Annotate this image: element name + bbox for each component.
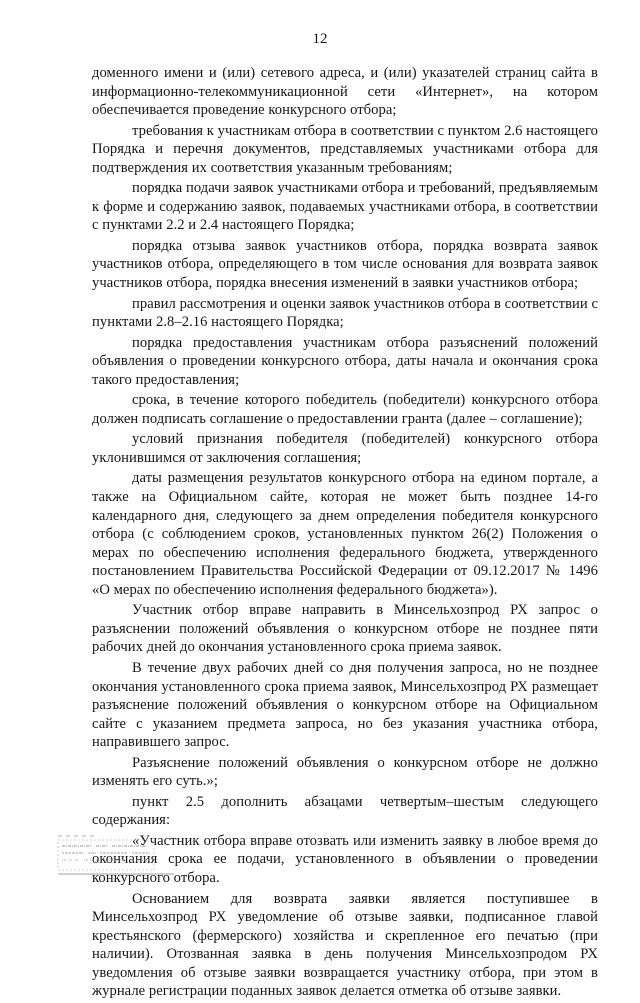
paragraph: правил рассмотрения и оценки заявок участников отбора в соответствии с пунктами 2.8–2.16 настоящего Порядка;: [92, 295, 598, 331]
paragraph: В течение двух рабочих дней со дня получения запроса, но не позднее окончания установленного срока приема заявок, Минсельхозпрод РХ размещает разъяснение положений объявления о конкурсном отборе на Официальном сайте с указанием предмета запроса, но без указания участника отбора, направившего запрос.: [92, 659, 598, 751]
paragraph: Участник отбор вправе направить в Минсельхозпрод РХ запрос о разъяснении положений объявления о конкурсном отборе не позднее пяти рабочих дней до окончания установленного срока приема заявок.: [92, 602, 598, 656]
paragraph: Разъяснение положений объявления о конкурсном отборе не должно изменять его суть.»;: [92, 754, 598, 790]
stamp-frame: [58, 840, 154, 870]
paragraph: требования к участникам отбора в соответствии с пунктом 2.6 настоящего Порядка и перечня документов, представляемых участниками отбора для подтверждения их соответствия указанным требованиям;: [92, 122, 598, 176]
paragraph: пункт 2.5 дополнить абзацами четвертым–шестым следующего содержания:: [92, 793, 598, 829]
paragraph: даты размещения результатов конкурсного отбора на едином портале, а также на Официальном сайте, которая не может быть позднее 14-го календарного дня, следующего за днем определения победителя конкурсного отбора (с соблюдением сроков, установленных пунктом 26(2) Положения о мерах по обеспечению исполнения федерального бюджета, утвержденного постановлением Правительства Российской Федерации от 09.12.2017 № 1496 «О мерах по обеспечению исполнения федерального бюджета»).: [92, 470, 598, 598]
paragraph: срока, в течение которого победитель (победители) конкурсного отбора должен подписать соглашение о предоставлении гранта (далее – соглашение);: [92, 392, 598, 427]
paragraph: условий признания победителя (победителей) конкурсного отбора уклонившимся от заключения соглашения;: [92, 431, 598, 466]
paragraph: порядка подачи заявок участниками отбора и требований, предъявляемым к форме и содержанию заявок, подаваемых участниками отбора, в соответствии с пунктами 2.2 и 2.4 настоящего Порядка;: [92, 180, 598, 234]
paragraph: «Участник отбора вправе отозвать или изменить заявку в любое время до окончания срока ее подачи, установленного в объявлении о проведении конкурсного отбора.: [92, 832, 598, 886]
paragraph: доменного имени и (или) сетевого адреса, и (или) указателей страниц сайта в информационно-телекоммуникационной сети «Интернет», на котором обеспечивается проведение конкурсного отбора;: [92, 65, 598, 119]
paragraph: Основанием для возврата заявки является поступившее в Минсельхозпрод РХ уведомление об отзыве заявки, подписанное главой крестьянского (фермерского) хозяйства и скрепленное его печатью (при наличии). Отозванная заявка в день получения Минсельхозпродом РХ уведомления об отзыве заявки возвращается участнику отбора, при этом в журнале регистрации поданных заявок делается отметка об отзыве заявки.: [92, 890, 598, 1000]
registration-stamp-mark: [56, 834, 186, 878]
paragraph: порядка отзыва заявок участников отбора, порядка возврата заявок участников отбора, определяющего в том числе основания для возврата заявок участников отбора, порядка внесения изменений в заявки участников отбора;: [92, 237, 598, 292]
page-number: 12: [312, 31, 328, 47]
paragraph: порядка предоставления участникам отбора разъяснений положений объявления о проведении конкурсного отбора, даты начала и окончания срока такого предоставления;: [92, 334, 598, 388]
